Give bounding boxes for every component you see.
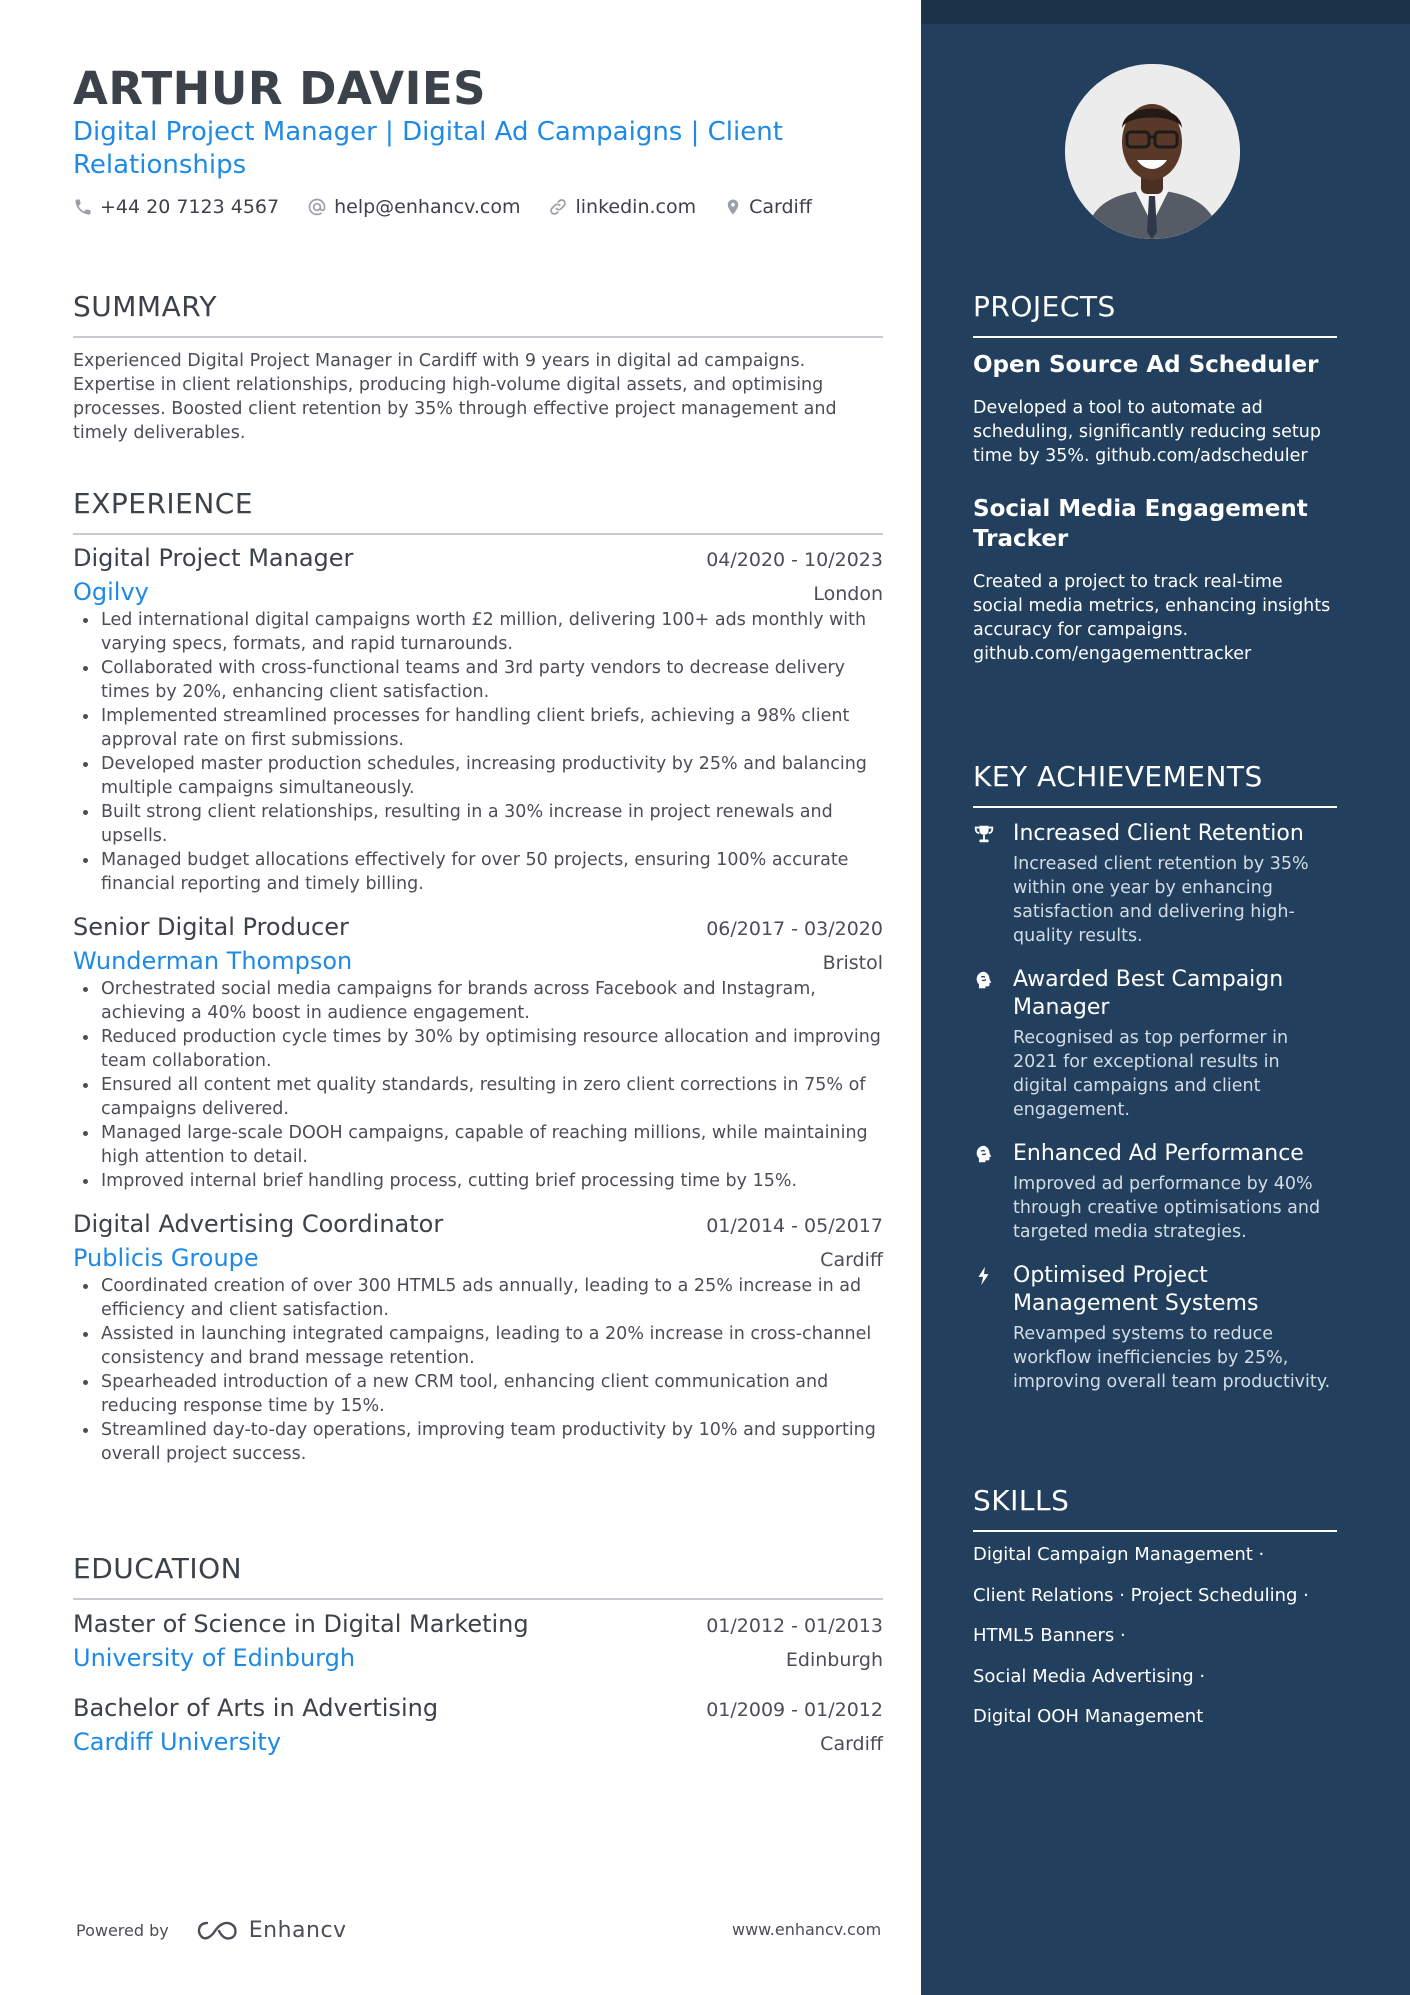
powered-by[interactable] [76, 1918, 347, 1943]
skills-section [973, 1484, 1337, 1743]
job-bullets [73, 608, 883, 896]
brain-icon [973, 969, 995, 991]
achievement-description: Recognised as top performer in 2021 for exceptional results in digital campaigns and client engagement. [1013, 1028, 1289, 1120]
contact-location [724, 196, 812, 218]
job-dates: 06/2017 - 03/2020 [706, 918, 883, 940]
bullet: Implemented streamlined processes for handling client briefs, achieving a 98% client approval rate on first submissions. [73, 704, 883, 752]
job-location: Bristol [822, 952, 883, 974]
school-name: University of Edinburgh [73, 1644, 356, 1672]
profile-photo-icon [1065, 64, 1240, 239]
job-bullets [73, 977, 883, 1193]
project-description: Developed a tool to automate ad scheduling, significantly reducing setup time by 35%. github.com/adscheduler [973, 398, 1321, 466]
bullet: Streamlined day-to-day operations, improving team productivity by 10% and supporting overall project success. [73, 1418, 883, 1466]
job-dates: 01/2014 - 05/2017 [706, 1215, 883, 1237]
candidate-name: ARTHUR DAVIES [73, 62, 487, 115]
brain-icon [973, 1143, 995, 1165]
skill-line: Client Relations · Project Scheduling · [973, 1584, 1309, 1606]
job-entry [73, 544, 883, 896]
summary-title: SUMMARY [73, 290, 883, 338]
project-name: Social Media Engagement Tracker [973, 496, 1308, 552]
sidebar-top-bar [921, 0, 1410, 24]
company-name: Publicis Groupe [73, 1244, 259, 1272]
contact-phone[interactable] [73, 196, 279, 218]
powered-by-text: Powered by [76, 1921, 169, 1940]
job-location: London [813, 583, 883, 605]
education-section [73, 1552, 883, 1756]
email-text: help@enhancv.com [334, 196, 521, 218]
achievement-title: Optimised Project Management Systems [1013, 1263, 1259, 1316]
bullet: Improved internal brief handling process, cutting brief processing time by 15%. [73, 1169, 883, 1193]
bullet: Coordinated creation of over 300 HTML5 ads annually, leading to a 25% increase in ad efficiency and client satisfaction. [73, 1274, 883, 1322]
school-name: Cardiff University [73, 1728, 282, 1756]
bullet: Collaborated with cross-functional teams and 3rd party vendors to decrease delivery times by 20%, enhancing client satisfaction. [73, 656, 883, 704]
link-icon [548, 197, 568, 217]
avatar [1065, 64, 1240, 239]
skill-line: Digital OOH Management [973, 1706, 1204, 1727]
bullet: Orchestrated social media campaigns for brands across Facebook and Instagram, achieving a 40% boost in audience engagement. [73, 977, 883, 1025]
linkedin-text: linkedin.com [575, 196, 697, 218]
company-name: Ogilvy [73, 578, 149, 606]
achievement-entry [973, 1262, 1337, 1394]
location-pin-icon [724, 197, 742, 217]
skills-title: SKILLS [973, 1484, 1337, 1532]
location-text: Cardiff [749, 196, 812, 218]
experience-section [73, 487, 883, 1466]
phone-text: +44 20 7123 4567 [100, 196, 280, 218]
education-location: Cardiff [820, 1733, 883, 1755]
bullet: Ensured all content met quality standards, resulting in zero client corrections in 75% of campaigns delivered. [73, 1073, 883, 1121]
job-title: Digital Project Manager [73, 544, 354, 572]
phone-icon [73, 197, 93, 217]
bullet: Managed budget allocations effectively for over 50 projects, ensuring 100% accurate financial reporting and timely billing. [73, 848, 883, 896]
education-entry [73, 1694, 883, 1756]
brand-name: Enhancv [248, 1918, 347, 1943]
experience-title: EXPERIENCE [73, 487, 883, 535]
job-entry [73, 913, 883, 1193]
trophy-icon [973, 823, 995, 845]
projects-section [973, 290, 1337, 666]
job-entry [73, 1210, 883, 1466]
achievement-description: Improved ad performance by 40% through creative optimisations and targeted media strategies. [1013, 1174, 1321, 1242]
projects-title: PROJECTS [973, 290, 1337, 338]
company-name: Wunderman Thompson [73, 947, 353, 975]
summary-text: Experienced Digital Project Manager in Cardiff with 9 years in digital ad campaigns. Expertise in client relationships, producing high-volume digital assets, and optimising processes. Boosted client retention by 35% through effective project management and timely deliverables. [73, 351, 837, 443]
skill-line: Social Media Advertising · [973, 1665, 1206, 1687]
skill-line: Digital Campaign Management · [973, 1544, 1265, 1565]
project-entry [973, 350, 1337, 468]
contact-linkedin[interactable] [548, 196, 696, 218]
achievement-description: Increased client retention by 35% within one year by enhancing satisfaction and delivering high-quality results. [1013, 854, 1309, 946]
education-title: EDUCATION [73, 1552, 883, 1600]
bullet: Managed large-scale DOOH campaigns, capable of reaching millions, while maintaining high attention to detail. [73, 1121, 883, 1169]
bullet: Assisted in launching integrated campaigns, leading to a 20% increase in cross-channel consistency and brand message retention. [73, 1322, 883, 1370]
education-entry [73, 1610, 883, 1672]
project-name: Open Source Ad Scheduler [973, 352, 1319, 378]
summary-section [73, 290, 883, 445]
headline: Digital Project Manager | Digital Ad Campaigns | Client Relationships [73, 117, 783, 180]
education-dates: 01/2012 - 01/2013 [706, 1615, 883, 1637]
bullet: Spearheaded introduction of a new CRM tool, enhancing client communication and reducing response time by 15%. [73, 1370, 883, 1418]
contact-email[interactable] [307, 196, 520, 218]
education-dates: 01/2009 - 01/2012 [706, 1699, 883, 1721]
enhancv-logo-icon [195, 1919, 241, 1943]
project-description: Created a project to track real-time social media metrics, enhancing insights accuracy for campaigns. github.com/engagementtracker [973, 572, 1331, 664]
skills-list [973, 1540, 1337, 1743]
job-dates: 04/2020 - 10/2023 [706, 549, 883, 571]
bullet: Built strong client relationships, resulting in a 30% increase in project renewals and upsells. [73, 800, 883, 848]
project-entry [973, 494, 1337, 666]
job-bullets [73, 1274, 883, 1466]
achievements-section [973, 760, 1337, 1394]
achievement-entry [973, 820, 1337, 948]
contact-bar [73, 196, 840, 218]
bullet: Developed master production schedules, increasing productivity by 25% and balancing multiple campaigns simultaneously. [73, 752, 883, 800]
skill-line: HTML5 Banners · [973, 1625, 1126, 1646]
achievement-entry [973, 1140, 1337, 1244]
lightning-icon [973, 1265, 995, 1287]
website-link[interactable]: www.enhancv.com [732, 1920, 882, 1939]
education-location: Edinburgh [785, 1649, 883, 1671]
job-location: Cardiff [820, 1249, 883, 1271]
achievement-title: Awarded Best Campaign Manager [1013, 967, 1284, 1020]
achievement-title: Increased Client Retention [1013, 821, 1304, 846]
sidebar [921, 0, 1410, 1995]
bullet: Reduced production cycle times by 30% by optimising resource allocation and improving team collaboration. [73, 1025, 883, 1073]
achievement-title: Enhanced Ad Performance [1013, 1141, 1304, 1166]
job-title: Digital Advertising Coordinator [73, 1210, 444, 1238]
achievement-entry [973, 966, 1337, 1122]
at-icon [307, 197, 327, 217]
degree: Master of Science in Digital Marketing [73, 1610, 529, 1638]
bullet: Led international digital campaigns worth £2 million, delivering 100+ ads monthly with varying specs, formats, and rapid turnarounds. [73, 608, 883, 656]
job-title: Senior Digital Producer [73, 913, 349, 941]
achievement-description: Revamped systems to reduce workflow inefficiencies by 25%, improving overall team productivity. [1013, 1324, 1331, 1392]
degree: Bachelor of Arts in Advertising [73, 1694, 439, 1722]
achievements-title: KEY ACHIEVEMENTS [973, 760, 1337, 808]
